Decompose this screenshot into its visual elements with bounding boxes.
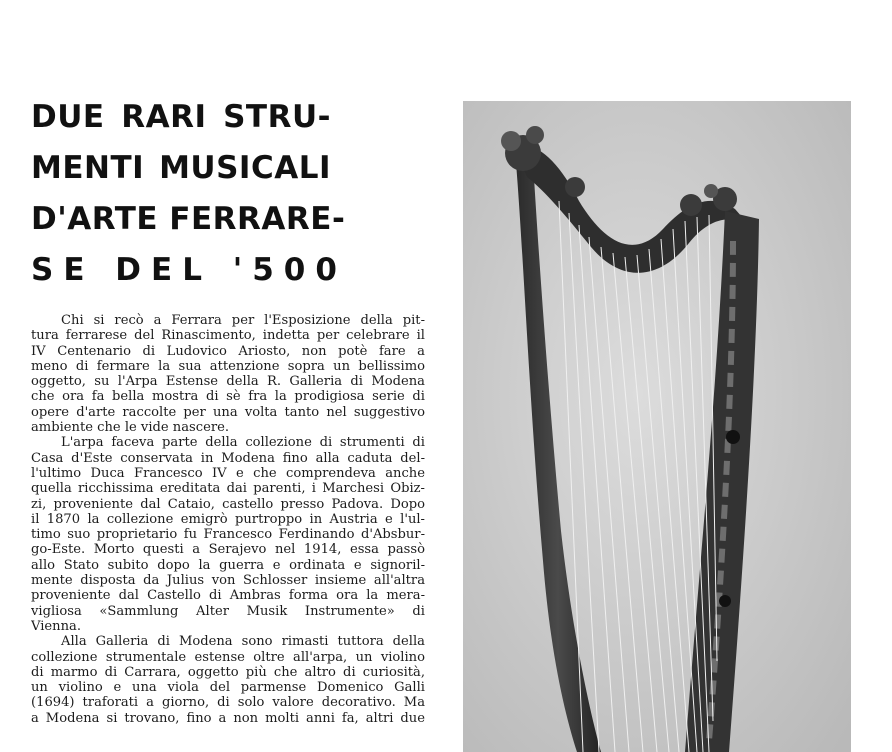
body-line: mente disposta da Julius von Schlosser insieme all'altra <box>31 573 425 589</box>
body-line: Chi si recò a Ferrara per l'Esposizione della pit- <box>61 313 425 328</box>
soundhole <box>726 430 740 444</box>
body-line: Alla Galleria di Modena sono rimasti tuttora della <box>61 634 425 650</box>
article-body <box>31 313 425 726</box>
body-line: ambiente che le vide nascere. <box>31 420 230 436</box>
article-title <box>31 92 347 296</box>
body-line: oggetto, su l'Arpa Estense della R. Galleria di Modena <box>31 374 425 390</box>
title-line: SE DEL '500 <box>31 252 347 288</box>
body-line: a Modena si trovano, fino a non molti anni fa, altri due <box>31 710 425 726</box>
body-line: L'arpa faceva parte della collezione di strumenti di <box>61 435 425 451</box>
body-line: il 1870 la collezione emigrò purtroppo in Austria e l'ul- <box>31 511 425 527</box>
body-line: che ora fa bella mostra di sè fra la prodigiosa serie di <box>31 389 425 405</box>
harp-icon <box>463 101 851 752</box>
title-line: D'ARTE FERRARE- <box>31 201 346 237</box>
body-line: go-Este. Morto questi a Serajevo nel 1914, essa passò <box>31 542 425 558</box>
body-line: allo Stato subito dopo la guerra e ordinata e signoril- <box>31 557 425 573</box>
body-line: meno di fermare la sua attenzione sopra un bellissimo <box>31 358 425 374</box>
body-line: di marmo di Carrara, oggetto più che altro di curiosità, <box>31 664 425 680</box>
title-line: MENTI MUSICALI <box>31 150 331 186</box>
body-line: proveniente dal Castello di Ambras forma ora la mera- <box>31 588 425 604</box>
body-line: Casa d'Este conservata in Modena fino alla caduta del- <box>31 450 425 466</box>
title-line: DUE RARI STRU- <box>31 99 331 135</box>
body-line: quella ricchissima ereditata dai parenti, i Marchesi Obiz- <box>31 481 425 497</box>
body-line: vigliosa «Sammlung Alter Musik Instrumente» di <box>31 603 425 619</box>
body-line: tura ferrarese del Rinascimento, indetta per celebrare il <box>31 328 425 344</box>
harp-photograph <box>463 101 851 752</box>
body-line: un violino e una viola del parmense Domenico Galli <box>31 680 425 696</box>
body-line: timo suo proprietario fu Francesco Ferdinando d'Absbur- <box>31 527 425 543</box>
soundhole <box>719 595 731 607</box>
body-line: Vienna. <box>31 618 81 634</box>
body-line: collezione strumentale estense oltre all'arpa, un violino <box>31 649 425 665</box>
body-line: zi, proveniente dal Cataio, castello presso Padova. Dopo <box>31 496 425 512</box>
body-line: IV Centenario di Ludovico Ariosto, non potè fare a <box>31 343 425 359</box>
body-line: l'ultimo Duca Francesco IV e che comprendeva anche <box>31 465 425 481</box>
body-line: opere d'arte raccolte per una volta tanto nel suggestivo <box>31 404 425 420</box>
body-line: (1694) traforati a giorno, di solo valore decorativo. Ma <box>31 695 425 711</box>
